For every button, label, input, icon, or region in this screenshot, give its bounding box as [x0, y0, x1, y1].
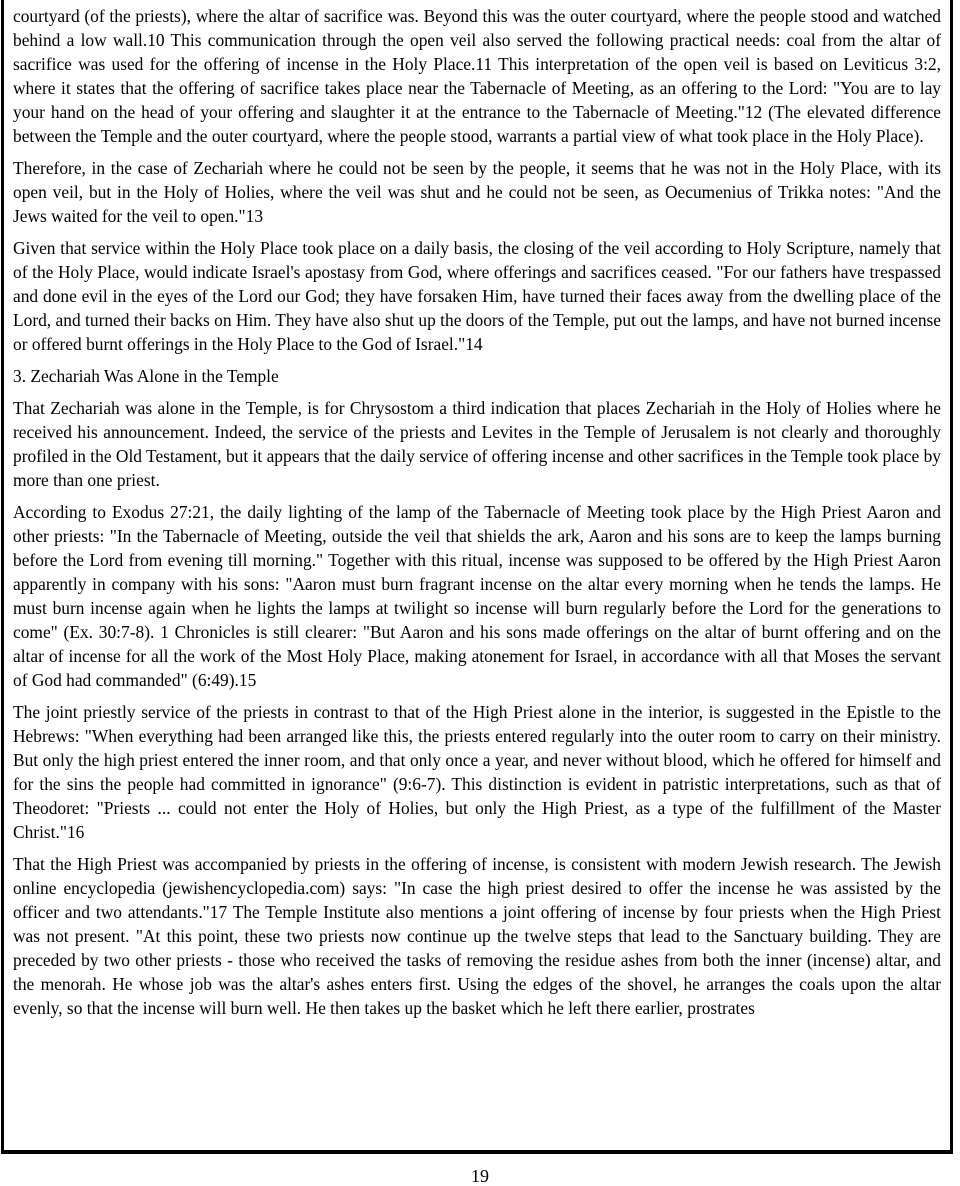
paragraph-2: Therefore, in the case of Zechariah where he could not be seen by the people, it seems that he was not in the Holy Place, with its open veil, but in the Holy of Holies, where the veil was shut and he could not be seen, as Oecumenius of Trikka notes: "And the Jews waited for the veil to open."13	[13, 158, 941, 226]
paragraph-5: According to Exodus 27:21, the daily lighting of the lamp of the Tabernacle of Meeting took place by the High Priest Aaron and other priests: "In the Tabernacle of Meeting, outside the veil that shields the ark, Aaron and his sons are to keep the lamps burning before the Lord from evening till morning." Together with this ritual, incense was supposed to be offered by the High Priest Aaron apparently in company with his sons: "Aaron must burn fragrant incense on the altar every morning when he tends the lamps. He must burn incense again when he lights the lamps at twilight so incense will burn regularly before the Lord for the generations to come" (Ex. 30:7-8). 1 Chronicles is still clearer: "But Aaron and his sons made offerings on the altar of burnt offering and on the altar of incense for all the work of the Most Holy Place, making atonement for Israel, in accordance with all that Moses the servant of God had commanded" (6:49).15	[13, 502, 941, 690]
paragraph-1: courtyard (of the priests), where the altar of sacrifice was. Beyond this was the outer courtyard, where the people stood and watched behind a low wall.10 This communication through the open veil also served the following practical needs: coal from the altar of sacrifice was used for the offering of incense in the Holy Place.11 This interpretation of the open veil is based on Leviticus 3:2, where it states that the offering of sacrifice takes place near the Tabernacle of Meeting, as an offering to the Lord: "You are to lay your hand on the head of your offering and slaughter it at the entrance to the Tabernacle of Meeting."12 (The elevated difference between the Temple and the outer courtyard, where the people stood, warrants a partial view of what took place in the Holy Place).	[13, 6, 941, 146]
section-heading: 3. Zechariah Was Alone in the Temple	[13, 366, 279, 386]
page-body	[13, 4, 941, 1028]
paragraph-7: That the High Priest was accompanied by priests in the offering of incense, is consistent with modern Jewish research. The Jewish online encyclopedia (jewishencyclopedia.com) says: "In case the high priest desired to offer the incense he was assisted by the officer and two attendants."17 The Temple Institute also mentions a joint offering of incense by four priests when the High Priest was not present. "At this point, these two priests now continue up the twelve steps that lead to the Sanctuary building. They are preceded by two other priests - those who received the tasks of removing the residue ashes from both the inner (incense) altar, and the menorah. He whose job was the altar's ashes enters first. Using the edges of the shovel, he arranges the coals upon the altar evenly, so that the incense will burn well. He then takes up the basket which he left there earlier, prostrates	[13, 854, 941, 1018]
page-frame	[1, 0, 953, 1154]
paragraph-6: The joint priestly service of the priests in contrast to that of the High Priest alone in the interior, is suggested in the Epistle to the Hebrews: "When everything had been arranged like this, the priests entered regularly into the outer room to carry on their ministry. But only the high priest entered the inner room, and that only once a year, and never without blood, which he offered for himself and for the sins the people had committed in ignorance" (9:6-7). This distinction is evident in patristic interpretations, such as that of Theodoret: "Priests ... could not enter the Holy of Holies, but only the High Priest, as a type of the fulfillment of the Master Christ."16	[13, 702, 941, 842]
paragraph-4: That Zechariah was alone in the Temple, is for Chrysostom a third indication that places Zechariah in the Holy of Holies where he received his announcement. Indeed, the service of the priests and Levites in the Temple of Jerusalem is not clearly and thoroughly profiled in the Old Testament, but it appears that the daily service of offering incense and other sacrifices in the Temple took place by more than one priest.	[13, 398, 941, 490]
page-number: 19	[471, 1166, 489, 1186]
paragraph-3: Given that service within the Holy Place took place on a daily basis, the closing of the veil according to Holy Scripture, namely that of the Holy Place, would indicate Israel's apostasy from God, where offerings and sacrifices ceased. "For our fathers have trespassed and done evil in the eyes of the Lord our God; they have forsaken Him, have turned their faces away from the dwelling place of the Lord, and turned their backs on Him. They have also shut up the doors of the Temple, put out the lamps, and have not burned incense or offered burnt offerings in the Holy Place to the God of Israel."14	[13, 238, 941, 354]
